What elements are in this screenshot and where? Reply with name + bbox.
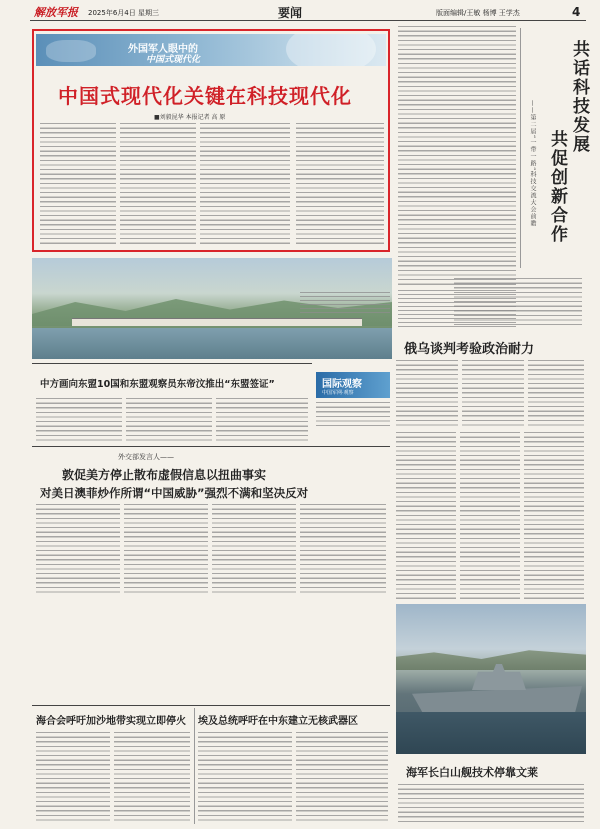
ship-shore — [396, 648, 586, 670]
right-col-b2 — [460, 432, 520, 602]
us-col-2 — [124, 504, 208, 596]
banner-subtitle: 中国式现代化 — [146, 55, 201, 65]
right-col-b1 — [396, 432, 456, 602]
asean-rule — [32, 363, 312, 364]
banner-glow — [286, 34, 376, 66]
ship-caption-lines — [398, 784, 584, 822]
ship-water — [396, 712, 586, 754]
asean-col-3 — [216, 398, 308, 442]
feature-byline: ■刘毅昆华 本报记者 高 原 — [154, 114, 226, 121]
asean-col-2 — [126, 398, 212, 442]
feature-headline: 中国式现代化关键在科技现代化 — [58, 84, 352, 108]
ship-photo — [396, 604, 586, 754]
us-col-4 — [300, 504, 386, 596]
ship-headline: 海军长白山舰技术停靠文莱 — [406, 766, 538, 779]
us-col-1 — [36, 504, 120, 596]
photo-water — [32, 328, 392, 359]
bottom-divider — [194, 708, 195, 824]
gcc-col-1 — [36, 732, 110, 824]
gcc-headline: 海合会呼吁加沙地带实现立即停火 — [36, 716, 186, 727]
bottom-rule — [32, 705, 390, 706]
page-number: 4 — [572, 5, 581, 19]
russia-col-3 — [528, 360, 584, 428]
russia-headline: 俄乌谈判考验政治耐力 — [404, 342, 535, 357]
banner-map — [46, 40, 96, 62]
badge-main: 国际观察 — [322, 379, 362, 390]
us-headline-2: 对美日澳菲炒作所谓“中国威胁”强烈不满和坚决反对 — [40, 486, 309, 500]
asean-headline: 中方画向东盟10国和东盟观察员东帝汶推出“东盟签证” — [40, 379, 275, 390]
russia-col-4 — [316, 402, 390, 428]
us-col-3 — [212, 504, 296, 596]
us-headline-1: 敦促美方停止散布虚假信息以扭曲事实 — [62, 468, 267, 482]
egypt-headline: 埃及总统呼吁在中东建立无核武器区 — [198, 716, 358, 727]
russia-col-1 — [396, 360, 458, 428]
badge-sub: 中国军网·观察 — [322, 390, 354, 396]
banner-title: 外国军人眼中的 — [128, 44, 198, 55]
gcc-col-2 — [114, 732, 190, 824]
us-rule — [32, 446, 390, 447]
vertical-headline-2: 共促创新合作 — [547, 130, 567, 244]
asean-col-1 — [36, 398, 122, 442]
photo-bridge — [72, 318, 362, 326]
russia-col-2 — [462, 360, 524, 428]
feature-col-3 — [200, 123, 290, 245]
feature-col-2 — [120, 123, 196, 245]
caption-lines — [300, 292, 390, 316]
section-title: 要闻 — [278, 6, 303, 20]
vertical-headline-1: 共话科技发展 — [569, 40, 589, 154]
feature-col-4 — [296, 123, 384, 245]
masthead-editors: 版面编辑/王敏 杨博 王学杰 — [436, 9, 520, 17]
feature-banner — [36, 34, 386, 66]
masthead-rule — [30, 20, 586, 21]
egypt-col-1 — [198, 732, 292, 824]
vertical-subtitle: ——第二届“一带一路”科技交流大会前瞻 — [529, 100, 536, 228]
egypt-col-2 — [296, 732, 388, 824]
masthead-logo: 解放军报 — [34, 6, 78, 19]
right-text-col-a — [398, 26, 516, 288]
feature-col-1 — [40, 123, 116, 245]
right-col-b3 — [524, 432, 584, 602]
right-mid-text — [454, 278, 582, 326]
russia-badge — [316, 372, 390, 398]
us-kicker: 外交部发言人—— — [118, 453, 174, 461]
right-col-divider — [520, 28, 521, 268]
masthead-date: 2025年6月4日 星期三 — [88, 9, 159, 17]
